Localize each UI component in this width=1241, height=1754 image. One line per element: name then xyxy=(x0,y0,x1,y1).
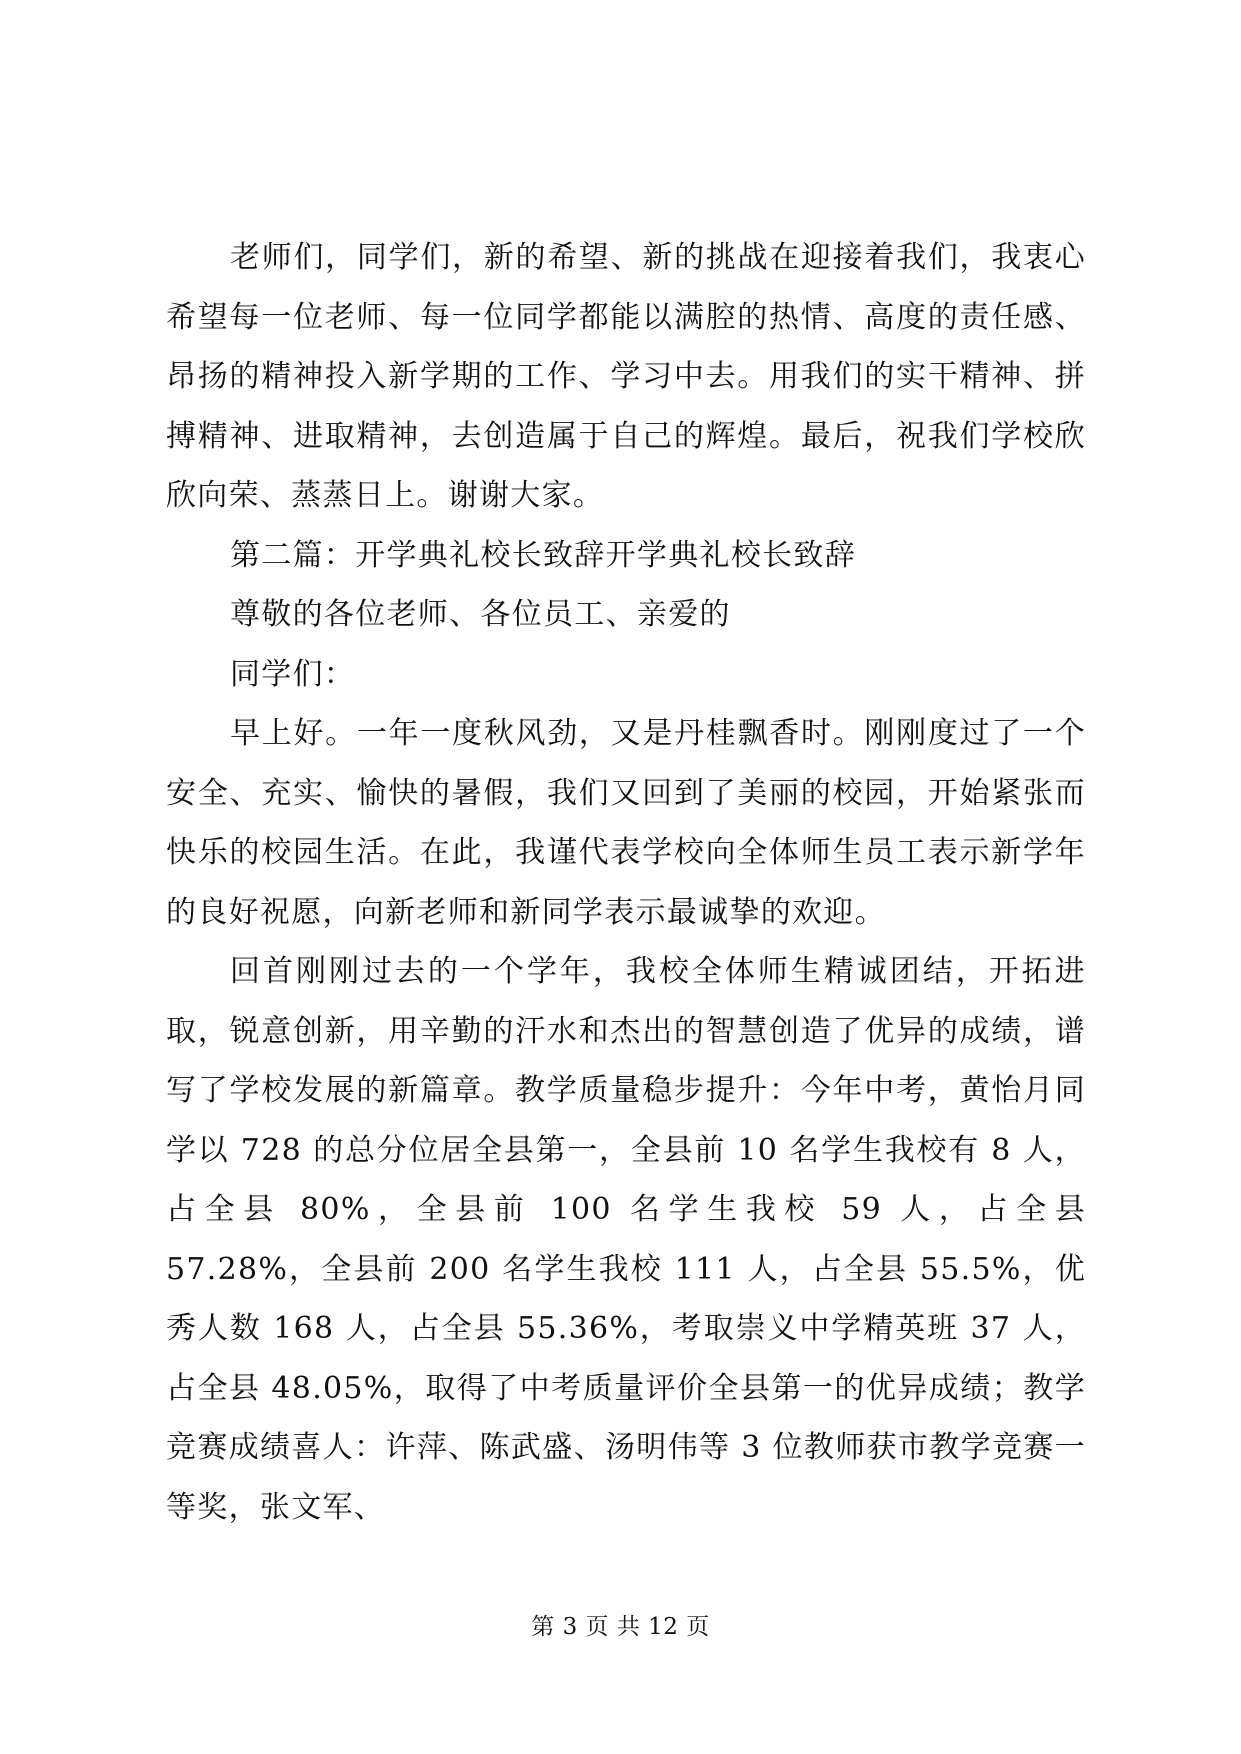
section-heading: 第二篇：开学典礼校长致辞开学典礼校长致辞 xyxy=(230,537,856,573)
salutation-continuation: 同学们： xyxy=(230,656,356,692)
paragraph-achievements: 回首刚刚过去的一个学年，我校全体师生精诚团结，开拓进取，锐意创新，用辛勤的汗水和杰出的智慧创造了优异的成绩，谱写了学校发展的新篇章。教学质量稳步提升：今年中考，黄怡月同学以 728 的总分位居全县第一，全县前 10 名学生我校有 8 人，占全县 80%，全县前 100 名学生我校 59 人，占全县 57.28%，全县前 200 名学生我校 111 人，占全县 55.5%，优秀人数 168 人，占全县 55.36%，考取崇义中学精英班 37 人，占全县 48.05%，取得了中考质量评价全县第一的优异成绩；教学竞赛成绩喜人：许萍、陈武盛、汤明伟等 3 位教师获市教学竞赛一等奖，张文军、 xyxy=(166,954,1086,1525)
paragraph-greeting: 早上好。一年一度秋风劲，又是丹桂飘香时。刚刚度过了一个安全、充实、愉快的暑假，我们又回到了美丽的校园，开始紧张而快乐的校园生活。在此，我谨代表学校向全体师生员工表示新学年的良好祝愿，向新老师和新同学表示最诚挚的欢迎。 xyxy=(166,716,1086,930)
salutation-line: 尊敬的各位老师、各位员工、亲爱的 xyxy=(230,597,731,632)
page-number-footer: 第 3 页 共 12 页 xyxy=(531,1614,710,1640)
document-body xyxy=(166,228,1086,1537)
paragraph-closing-remarks: 老师们，同学们，新的希望、新的挑战在迎接着我们，我衷心希望每一位老师、每一位同学都能以满腔的热情、高度的责任感、昂扬的精神投入新学期的工作、学习中去。用我们的实干精神、拼搏精神、进取精神，去创造属于自己的辉煌。最后，祝我们学校欣欣向荣、蒸蒸日上。谢谢大家。 xyxy=(166,240,1086,513)
